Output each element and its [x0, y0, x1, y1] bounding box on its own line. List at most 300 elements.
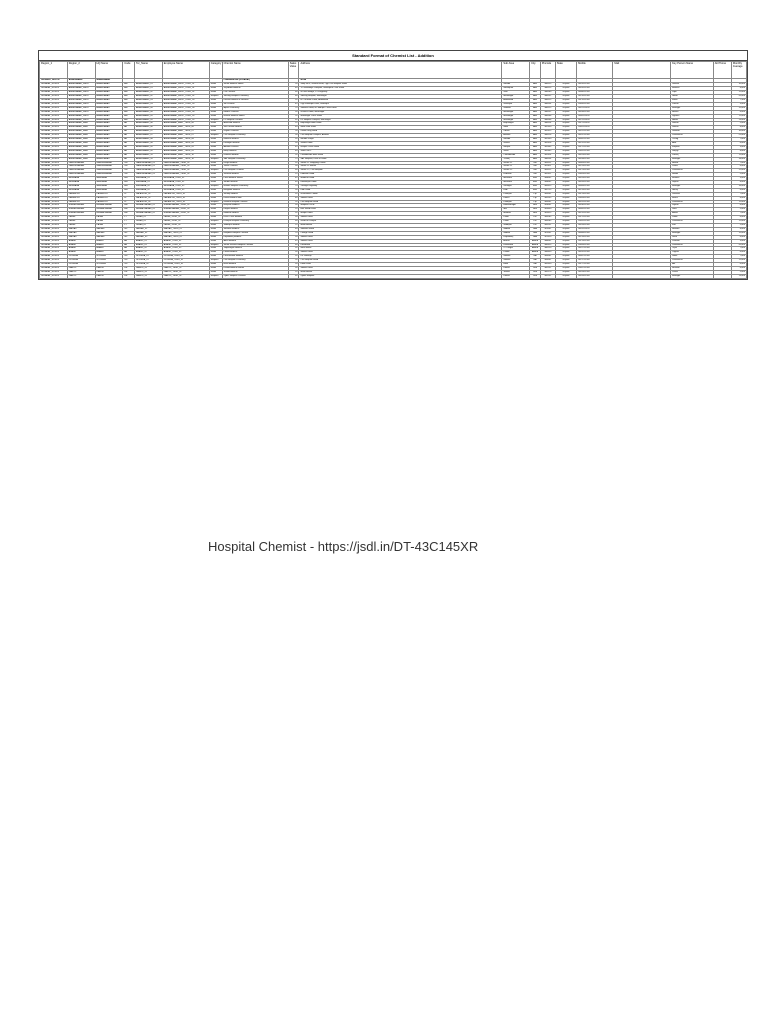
table-cell: Modasa Medical	[222, 212, 288, 216]
table-cell: 9879412345	[577, 188, 613, 192]
table-cell: Hospital	[209, 184, 222, 188]
table-cell: GANDHINAGAR	[67, 173, 95, 177]
table-cell: Sector 12	[502, 169, 530, 173]
table-cell: ANAND	[67, 251, 95, 255]
table-cell: Ahd	[530, 102, 541, 106]
table-cell: AHMEDABAD_WEST	[67, 110, 95, 114]
table-cell: Manager	[671, 184, 714, 188]
column-header: Code	[123, 62, 135, 79]
table-cell: 389151	[540, 274, 555, 278]
table-cell: ANAND_TERR_01	[162, 239, 209, 243]
table-cell: General Hospital Chemist	[222, 200, 288, 204]
chemist-table	[39, 61, 747, 279]
table-cell: AHMEDABAD_EAST_TERR_06	[162, 126, 209, 130]
table-cell: Dahod	[502, 274, 530, 278]
table-cell: 380013	[540, 87, 555, 91]
table-cell: Gujarat	[555, 157, 576, 161]
table-cell: 50	[288, 130, 299, 134]
table-cell: 45	[288, 239, 299, 243]
table-cell: GUJARAT_NORTH	[40, 169, 68, 173]
table-cell: Gujarat	[555, 208, 576, 212]
sheet-title: Standard Format of Chemist List - Addition	[39, 51, 747, 61]
table-cell: 25	[288, 122, 299, 126]
table-cell: GMERS Dharpur	[299, 220, 502, 224]
table-cell: 9879212345	[577, 141, 613, 145]
table-cell: Siddhpur Medical	[222, 224, 288, 228]
table-cell: 8,000	[731, 181, 746, 185]
table-cell: 6,000	[731, 165, 746, 169]
table-cell: 380052	[540, 95, 555, 99]
table-cell: AHMEDABAD_WEST_TERR_01	[162, 83, 209, 87]
table-cell: MH	[123, 181, 135, 185]
table-cell: Retail	[209, 263, 222, 267]
table-cell: 6,000	[731, 263, 746, 267]
table-cell: Hussain	[671, 266, 714, 270]
table-cell: Bhagwati Medical	[222, 188, 288, 192]
table-cell: 389001	[540, 255, 555, 259]
table-cell: AHMEDABAD_02	[135, 95, 163, 99]
table-cell: 25	[288, 208, 299, 212]
table-cell: Gujarat	[555, 263, 576, 267]
table-cell: Manager	[671, 106, 714, 110]
table-cell: ND	[123, 227, 135, 231]
table-cell: 5,000	[731, 224, 746, 228]
table-cell: NADIAD	[95, 227, 123, 231]
table-cell: 7,000	[731, 138, 746, 142]
table-cell: Retail	[209, 161, 222, 165]
table-cell: DAHOD_01	[135, 270, 163, 274]
table-cell: GANDHINAGAR	[67, 165, 95, 169]
table-cell: Nadiad	[502, 227, 530, 231]
table-cell: MH	[123, 184, 135, 188]
table-cell: PALANPUR_01	[135, 192, 163, 196]
table-cell: Gujarat	[555, 83, 576, 87]
table-cell: Retail	[209, 204, 222, 208]
table-cell: Kadi Road	[299, 188, 502, 192]
table-cell: B-7 Shivalik Plaza, Ambawadi	[299, 99, 502, 103]
table-cell: AE	[123, 153, 135, 157]
table-cell: 30	[288, 141, 299, 145]
table-cell: 388001	[540, 239, 555, 243]
table-cell: AHMEDABAD_06	[135, 122, 163, 126]
table-cell: Civil Hospital Pharmacy	[222, 134, 288, 138]
table-cell: AHMEDABAD_10	[135, 157, 163, 161]
column-header: Region_2	[67, 62, 95, 79]
table-cell: 12,000	[731, 169, 746, 173]
table-cell: Asarwa	[502, 134, 530, 138]
table-cell: AHMEDABAD_WEST	[67, 87, 95, 91]
table-cell: Pravin	[671, 270, 714, 274]
table-cell: Idar	[502, 208, 530, 212]
table-cell: Satellite	[502, 106, 530, 110]
table-cell: Sola	[502, 91, 530, 95]
table-cell: Pharmacist	[671, 169, 714, 173]
table-cell: 9898112345	[577, 114, 613, 118]
table-cell: 15,000	[731, 231, 746, 235]
table-cell: 13,000	[731, 274, 746, 278]
table-cell: HIMMATNAGAR	[67, 212, 95, 216]
table-cell: Shree Krishna Hospital Chemist	[222, 243, 288, 247]
table-cell: 385001	[540, 192, 555, 196]
table-cell: Maninagar Cross Road	[299, 114, 502, 118]
table-cell: 55	[288, 153, 299, 157]
table-cell: ND	[123, 231, 135, 235]
table-cell: AHMEDABAD_09	[135, 149, 163, 153]
table-cell: AE	[123, 141, 135, 145]
table-cell: 35	[288, 138, 299, 142]
table-cell: 7,000	[731, 212, 746, 216]
table-cell: AW	[123, 102, 135, 106]
table-cell: AHMEDABAD_WEST_TERR_03	[162, 99, 209, 103]
table-cell: AE	[123, 134, 135, 138]
table-cell: AHMEDABAD_WEST_TERR_03	[162, 102, 209, 106]
table-cell: PHARMASTAR (GUJARAT)	[222, 79, 288, 83]
table-cell: Sector 11 Market	[299, 165, 502, 169]
table-cell: Gujarat	[555, 184, 576, 188]
table-cell: 9909612345	[577, 243, 613, 247]
table-cell: GUJARAT_NORTH	[40, 216, 68, 220]
table-cell: GUJARAT_NORTH	[40, 235, 68, 239]
table-cell: GUJARAT_NORTH	[40, 114, 68, 118]
table-cell: 12 Sarvodaya Complex, Naranpura Char Rasta	[299, 87, 502, 91]
table-cell: Sardar Medical	[222, 181, 288, 185]
table-cell: PATAN	[67, 216, 95, 220]
table-cell: GODHRA	[95, 255, 123, 259]
table-cell: HM	[123, 212, 135, 216]
table-cell: 383315	[540, 212, 555, 216]
footer-link-text[interactable]: Hospital Chemist - https://jsdl.in/DT-43C145XR	[208, 539, 479, 554]
table-cell: PL	[123, 200, 135, 204]
table-cell: AHMEDABAD_WEST_TERR_02	[162, 91, 209, 95]
table-cell: 45	[288, 102, 299, 106]
table-cell: 40	[288, 149, 299, 153]
table-cell: AHMEDABAD	[95, 83, 123, 87]
table-cell: AHMEDABAD_WEST_TERR_01	[162, 87, 209, 91]
table-cell: GUJARAT_NORTH	[40, 270, 68, 274]
table-cell: Civil Hospital Road	[299, 259, 502, 263]
table-cell: Bapunagar	[502, 122, 530, 126]
table-cell: NADIAD	[67, 231, 95, 235]
table-cell: 9,000	[731, 177, 746, 181]
table-cell: LG Hospital Campus, Maninagar	[299, 118, 502, 122]
table-cell: Pankaj	[671, 153, 714, 157]
table-cell: MEHSANA_TERR_02	[162, 184, 209, 188]
table-cell: PATAN_TERR_01	[162, 220, 209, 224]
table-cell: 9909112345	[577, 126, 613, 130]
table-cell: 382715	[540, 188, 555, 192]
table-cell: 35	[288, 161, 299, 165]
table-cell: AHMEDABAD	[95, 134, 123, 138]
table-cell: Pharmacist	[671, 220, 714, 224]
table-cell: Gnr	[530, 173, 541, 177]
table-cell: AE	[123, 149, 135, 153]
table-cell	[613, 274, 671, 278]
table-cell: Rani Ki Vav Medical	[222, 216, 288, 220]
table-cell: GANDHINAGAR_TERR_02	[162, 169, 209, 173]
table-cell: MEHSANA_TERR_01	[162, 181, 209, 185]
table-cell: AHMEDABAD	[95, 91, 123, 95]
table-cell: GUJARAT_NORTH	[40, 204, 68, 208]
table-cell: Sanjay	[671, 149, 714, 153]
table-cell: AE	[123, 126, 135, 130]
table-cell: 9427612345	[577, 239, 613, 243]
table-cell: GANDHINAGAR_01	[135, 165, 163, 169]
table-cell: GODHRA	[67, 259, 95, 263]
table-cell: 9898312345	[577, 161, 613, 165]
table-cell: AHMEDABAD_WEST	[67, 118, 95, 122]
table-cell: 384002	[540, 177, 555, 181]
table-cell: HIMMATNAGAR_TERR_01	[162, 204, 209, 208]
table-cell: GUJARAT_NORTH	[40, 243, 68, 247]
table-cell: 6,000	[731, 251, 746, 255]
table-cell: 383430	[540, 208, 555, 212]
table-cell: Gujarat	[555, 122, 576, 126]
table-cell: Pharmacist	[671, 134, 714, 138]
table-cell: PATAN_TERR_02	[162, 224, 209, 228]
table-cell: Jhalod Medical	[222, 270, 288, 274]
table-cell: Ketan	[671, 99, 714, 103]
table-cell: Retail	[209, 126, 222, 130]
table-cell: Nikol	[502, 126, 530, 130]
table-cell: ANAND	[67, 243, 95, 247]
table-cell: 40	[288, 126, 299, 130]
table-cell: Retail	[209, 239, 222, 243]
table-cell: Hospital	[209, 200, 222, 204]
table-cell: Retail	[209, 216, 222, 220]
table-cell: PATAN	[95, 216, 123, 220]
table-cell: 30	[288, 216, 299, 220]
table-cell: Paresh	[671, 102, 714, 106]
table-cell: PALANPUR	[95, 200, 123, 204]
table-cell: Jay Ambe Medical	[222, 87, 288, 91]
table-cell: AHMEDABAD_WEST_TERR_02	[162, 95, 209, 99]
table-cell: AHMEDABAD	[95, 87, 123, 91]
table-cell: Kalpesh	[671, 145, 714, 149]
table-cell: 383001	[540, 204, 555, 208]
table-cell: GUJARAT_NORTH	[40, 200, 68, 204]
table-cell: Station Road	[299, 266, 502, 270]
table-cell: PATAN_01	[135, 220, 163, 224]
table-cell: GUJARAT_NORTH	[40, 141, 68, 145]
table-cell: Mehsana	[502, 181, 530, 185]
table-cell: NADIAD	[67, 227, 95, 231]
table-cell: 18,000	[731, 157, 746, 161]
table-cell: Palanpur	[502, 200, 530, 204]
table-cell: Vishal	[671, 165, 714, 169]
table-cell: 9427012345	[577, 99, 613, 103]
table-cell: Deesa	[502, 196, 530, 200]
table-cell: 9824612345	[577, 110, 613, 114]
table-cell: 35	[288, 99, 299, 103]
table-cell: Dahod Medical Stores	[222, 266, 288, 270]
table-cell: GUJARAT_NORTH	[40, 274, 68, 278]
table-cell: DAHOD	[95, 266, 123, 270]
table-cell: GUJARAT_NORTH	[40, 173, 68, 177]
table-cell: Retail	[209, 251, 222, 255]
table-cell: Hitesh	[671, 118, 714, 122]
table-cell: MEHSANA	[95, 188, 123, 192]
table-cell: 382445	[540, 149, 555, 153]
table-cell: Retail	[209, 188, 222, 192]
table-cell: AHMEDABAD_EAST	[67, 138, 95, 142]
column-header: Sub Area	[502, 62, 530, 79]
table-cell: Retail	[209, 114, 222, 118]
table-cell: AW	[123, 114, 135, 118]
table-cell: Navjivan Medical	[222, 204, 288, 208]
table-cell: AHMEDABAD_EAST	[67, 157, 95, 161]
table-cell: 9909012345	[577, 102, 613, 106]
table-cell: PATAN_02	[135, 224, 163, 228]
table-cell: Gujarat	[555, 216, 576, 220]
table-cell: 70	[288, 106, 299, 110]
table-cell: AHMEDABAD_01	[135, 87, 163, 91]
table-cell: PATAN	[67, 224, 95, 228]
table-cell: NADIAD_TERR_01	[162, 227, 209, 231]
table-cell: AHMEDABAD_EAST_TERR_08	[162, 141, 209, 145]
table-cell: GUJARAT_NORTH	[40, 255, 68, 259]
table-cell: Retail	[209, 192, 222, 196]
table-cell: Hmt	[530, 204, 541, 208]
table-cell: 40	[288, 227, 299, 231]
table-cell: Main Bazaar	[299, 270, 502, 274]
table-cell: GANDHINAGAR	[95, 169, 123, 173]
table-cell: 40	[288, 181, 299, 185]
table-cell: PT	[123, 216, 135, 220]
table-cell: Ndd	[530, 231, 541, 235]
table-cell: GUJARAT_NORTH	[40, 231, 68, 235]
table-cell: Ahd	[530, 99, 541, 103]
column-header: Ter_Name	[135, 62, 163, 79]
table-cell: 9898612345	[577, 231, 613, 235]
table-cell: AHMEDABAD_01	[135, 83, 163, 87]
table-cell: 382012	[540, 169, 555, 173]
table-cell: AHMEDABAD_WEST	[67, 99, 95, 103]
table-cell: 8,000	[731, 87, 746, 91]
table-cell: 382011	[540, 165, 555, 169]
table-cell: Pharmacist	[671, 243, 714, 247]
table-cell: AHMEDABAD_EAST_TERR_06	[162, 122, 209, 126]
table-cell: AHMEDABAD_WEST_TERR_05	[162, 118, 209, 122]
table-cell: AHMEDABAD	[95, 122, 123, 126]
table-cell: 9427412345	[577, 192, 613, 196]
table-cell: ANAND	[95, 243, 123, 247]
table-cell: Retail	[209, 153, 222, 157]
table-cell: Retail	[209, 83, 222, 87]
table-cell: AHMEDABAD	[95, 79, 123, 83]
table-cell: Sterling Hospital, Memnagar	[299, 95, 502, 99]
table-cell: Gujarat	[555, 177, 576, 181]
table-cell: Shreeji Medical	[222, 192, 288, 196]
table-cell: 25	[288, 224, 299, 228]
table-cell: 9825812345	[577, 270, 613, 274]
table-cell: Godhra	[502, 255, 530, 259]
table-cell: GUJARAT_NORTH	[40, 79, 68, 83]
table-cell: LG Hospital Chemist	[222, 118, 288, 122]
table-cell: NADIAD	[95, 231, 123, 235]
table-cell: 30	[288, 251, 299, 255]
table-cell: Gujarat	[555, 173, 576, 177]
table-cell: MEHSANA	[67, 181, 95, 185]
table-cell: 60	[288, 220, 299, 224]
table-cell: Vinod	[671, 216, 714, 220]
table-cell: AHMEDABAD_WEST_TERR_05	[162, 114, 209, 118]
table-cell: AE	[123, 130, 135, 134]
table-cell: GUJARAT_NORTH	[40, 247, 68, 251]
table-cell: Retail	[209, 106, 222, 110]
table-cell: Vastrapur	[502, 102, 530, 106]
table-cell: Ahd	[530, 149, 541, 153]
table-cell: Retail	[209, 165, 222, 169]
table-cell: Gayatri Chemist	[222, 130, 288, 134]
table-cell: Salim	[671, 255, 714, 259]
table-cell: GANDHINAGAR_02	[135, 173, 163, 177]
table-cell: GN	[123, 173, 135, 177]
table-cell: Dhd	[530, 266, 541, 270]
table-cell: Hospital	[209, 134, 222, 138]
table-cell: Ahd	[530, 145, 541, 149]
table-cell: MEHSANA_02	[135, 188, 163, 192]
table-cell: Kalyan Medical	[222, 208, 288, 212]
table-cell: Naroda Patiya	[299, 138, 502, 142]
table-cell: 9,000	[731, 102, 746, 106]
table-cell: Retail	[209, 247, 222, 251]
table-cell: ANAND	[95, 239, 123, 243]
column-header: Sales Value	[288, 62, 299, 79]
table-cell: Kalol Road	[299, 263, 502, 267]
table-cell: GODHRA	[95, 263, 123, 267]
table-cell: Gujarat	[555, 145, 576, 149]
table-cell: 9824812345	[577, 157, 613, 161]
table-cell: 90	[288, 134, 299, 138]
table-cell: 12,000	[731, 220, 746, 224]
table-cell: Retail	[209, 224, 222, 228]
table-cell: Siddhpur	[502, 224, 530, 228]
table-cell: Gujarat	[555, 153, 576, 157]
table-cell: AHMEDABAD_EAST	[67, 134, 95, 138]
table-cell: Retail	[209, 91, 222, 95]
table-cell: AHMEDABAD_08	[135, 138, 163, 142]
table-cell: Navkar Medical Stores	[222, 114, 288, 118]
table-cell: 7,500	[731, 99, 746, 103]
table-cell: Gujarat	[555, 169, 576, 173]
table-cell: Sector 21	[502, 161, 530, 165]
table-cell: MEHSANA_01	[135, 181, 163, 185]
column-header: Mail	[613, 62, 671, 79]
table-cell: GUJARAT_NORTH	[40, 138, 68, 142]
table-cell: 384265	[540, 216, 555, 220]
table-cell: PL	[123, 192, 135, 196]
table-cell: Zydus Hospital	[299, 274, 502, 278]
table-cell: Isanpur	[502, 145, 530, 149]
table-cell: ANAND_TERR_02	[162, 247, 209, 251]
table-cell: 45	[288, 145, 299, 149]
table-cell: Bhavin	[671, 110, 714, 114]
table-cell: AHMEDABAD	[95, 118, 123, 122]
table-cell: Dhd	[530, 270, 541, 274]
table-cell: GANDHINAGAR_TERR_02	[162, 173, 209, 177]
table-cell: Patan	[502, 220, 530, 224]
table-cell: AHMEDABAD_EAST	[67, 126, 95, 130]
table-cell: Gujarat	[555, 110, 576, 114]
table-cell: Ptn	[530, 216, 541, 220]
table-cell: Station Road	[299, 196, 502, 200]
table-cell: Kirit	[671, 224, 714, 228]
table-cell: GODHRA	[67, 255, 95, 259]
table-header-row	[40, 62, 747, 79]
table-cell: AHMEDABAD_EAST_TERR_09	[162, 145, 209, 149]
table-cell: GUJARAT_NORTH	[40, 188, 68, 192]
table-cell: 8,000	[731, 126, 746, 130]
